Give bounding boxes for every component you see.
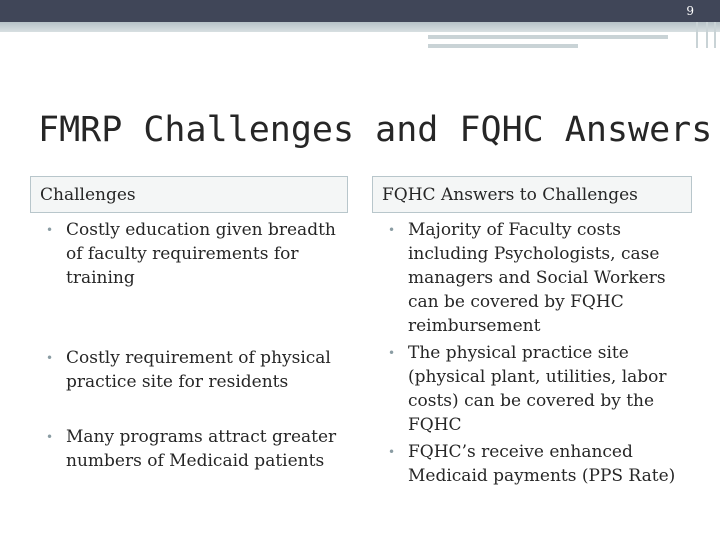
list-item xyxy=(386,218,684,338)
list-item-text: The physical practice site (physical plant, utilities, labor costs) can be covered by the FQHC xyxy=(408,343,667,435)
bullet-icon: • xyxy=(46,351,54,365)
decorative-line xyxy=(706,22,708,48)
decorative-line xyxy=(714,22,716,48)
list-item-text: Many programs attract greater numbers of Medicaid patients xyxy=(66,427,337,471)
list-item-text: FQHC’s receive enhanced Medicaid payments (PPS Rate) xyxy=(408,442,676,486)
decorative-line xyxy=(428,44,578,48)
bullet-icon: • xyxy=(46,223,54,237)
bullet-icon: • xyxy=(46,430,54,444)
list-item xyxy=(44,425,344,473)
slide-number: 9 xyxy=(686,4,694,18)
slide-title: FMRP Challenges and FQHC Answers xyxy=(38,110,713,150)
list-item xyxy=(44,346,344,394)
list-item-text: Majority of Faculty costs including Psychologists, case managers and Social Workers can be covered by FQHC reimbursement xyxy=(408,220,666,336)
challenges-header: Challenges xyxy=(30,176,348,213)
decorative-line xyxy=(428,35,668,39)
top-banner-accent xyxy=(0,22,720,32)
bullet-icon: • xyxy=(388,346,396,360)
list-item-text: Costly requirement of physical practice site for residents xyxy=(66,348,331,392)
answers-header: FQHC Answers to Challenges xyxy=(372,176,692,213)
bullet-icon: • xyxy=(388,445,396,459)
top-banner xyxy=(0,0,720,22)
list-item-text: Costly education given breadth of faculty requirements for training xyxy=(66,220,336,288)
decorative-line xyxy=(696,22,698,48)
list-item xyxy=(386,341,684,437)
bullet-icon: • xyxy=(388,223,396,237)
list-item xyxy=(386,440,684,488)
list-item xyxy=(44,218,344,290)
